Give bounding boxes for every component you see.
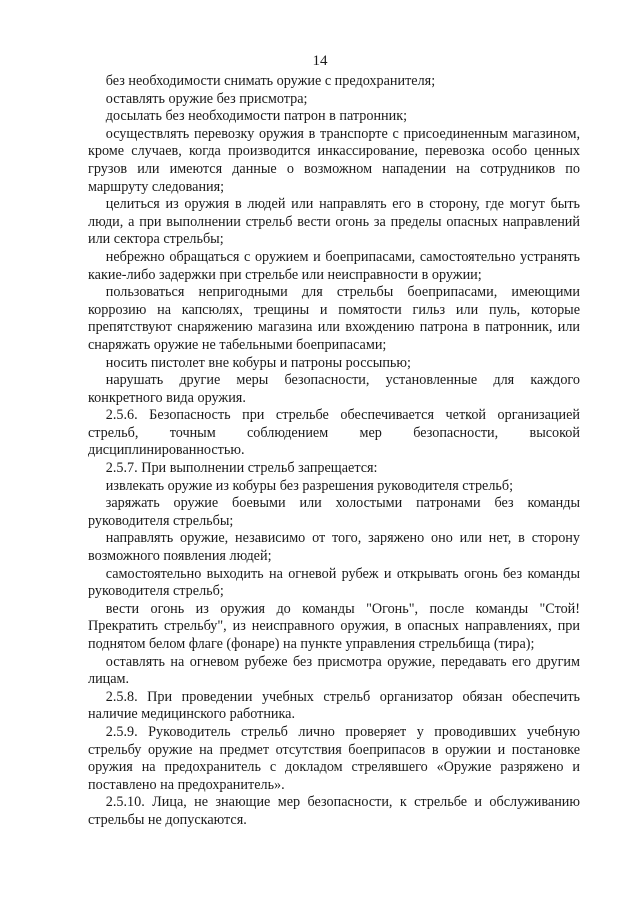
paragraph: оставлять на огневом рубеже без присмотра оружие, передавать его другим лицам.	[88, 653, 580, 688]
paragraph: заряжать оружие боевыми или холостыми патронами без команды руководителя стрельбы;	[88, 495, 580, 529]
paragraph: носить пистолет вне кобуры и патроны россыпью;	[105, 354, 411, 371]
paragraph: досылать без необходимости патрон в патронник;	[105, 108, 408, 125]
paragraph: небрежно обращаться с оружием и боеприпасами, самостоятельно устранять какие-либо задержки при стрельбе или неисправности в оружии;	[88, 248, 580, 283]
paragraph: осуществлять перевозку оружия в транспорте с присоединенным магазином, кроме случаев, когда производится инкассирование, перевозка особо ценных грузов или имеются данные о возможном нападении на сотрудников по маршруту следования;	[88, 125, 580, 195]
paragraph: 2.5.6. Безопасность при стрельбе обеспечивается четкой организацией стрельб, точным соблюдением мер безопасности, высокой дисциплинированностью.	[88, 407, 580, 459]
page-number: 14	[312, 53, 328, 69]
paragraph: самостоятельно выходить на огневой рубеж и открывать огонь без команды руководителя стрельб;	[88, 565, 580, 600]
paragraph: без необходимости снимать оружие с предохранителя;	[105, 73, 436, 89]
paragraph: 2.5.10. Лица, не знающие мер безопасности, к стрельбе и обслуживанию стрельбы не допускаются.	[88, 794, 580, 828]
paragraph: направлять оружие, независимо от того, заряжено оно или нет, в сторону возможного появления людей;	[88, 530, 580, 565]
document-body	[88, 73, 580, 830]
paragraph: 2.5.9. Руководитель стрельб лично проверяет у проводивших учебную стрельбу оружие на предмет отсутствия боеприпасов в оружии и постановке оружия на предохранитель с докладом стрелявшего «Оружие разряжено и поставлено на предохранитель».	[88, 723, 580, 793]
paragraph: пользоваться непригодными для стрельбы боеприпасами, имеющими коррозию на капсюлях, трещины и помятости гильз или пуль, которые препятствуют снаряжению магазина или вхождению патрона в патронник, или снаряжать оружие не табельными боеприпасами;	[88, 284, 580, 353]
paragraph: вести огонь из оружия до команды "Огонь", после команды "Стой! Прекратить стрельбу", из неисправного оружия, в опасных направлениях, при поднятом белом флаге (фонаре) на пункте управления стрельбища (тира);	[88, 600, 580, 652]
paragraph: нарушать другие меры безопасности, установленные для каждого конкретного вида оружия.	[88, 372, 580, 406]
paragraph: извлекать оружие из кобуры без разрешения руководителя стрельб;	[105, 477, 514, 494]
paragraph: 2.5.8. При проведении учебных стрельб организатор обязан обеспечить наличие медицинского работника.	[88, 688, 580, 723]
paragraph: 2.5.7. При выполнении стрельб запрещается:	[105, 460, 378, 477]
paragraph: целиться из оружия в людей или направлять его в сторону, где могут быть люди, а при выполнении стрельб вести огонь за пределы опасных направлений или сектора стрельбы;	[88, 196, 580, 248]
paragraph: оставлять оружие без присмотра;	[105, 90, 308, 107]
